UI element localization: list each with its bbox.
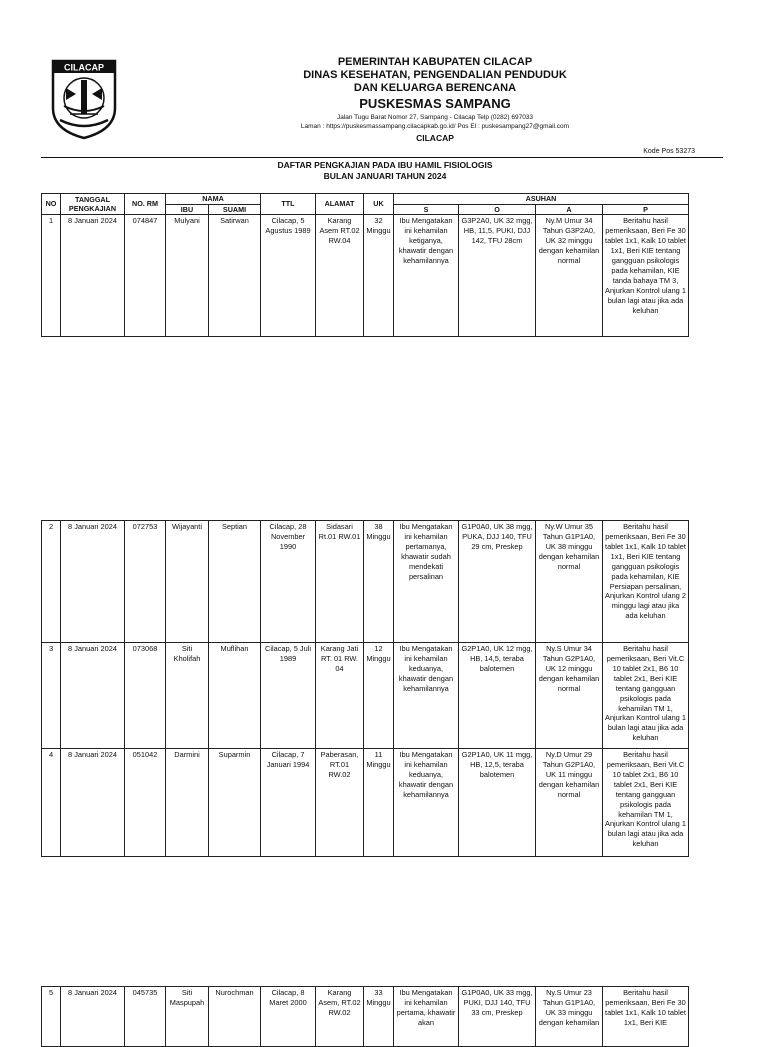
cell-tanggal: 8 Januari 2024: [61, 749, 125, 857]
cell-ttl: Cilacap, 5 Agustus 1989: [261, 215, 316, 337]
cell-tanggal: 8 Januari 2024: [61, 521, 125, 643]
document-title: DAFTAR PENGKAJIAN PADA IBU HAMIL FISIOLOGIS: [277, 160, 493, 170]
cell-alamat: Paberasan, RT.01 RW.02: [316, 749, 364, 857]
table-page-2: [41, 520, 689, 857]
cell-s: Ibu Mengatakan ini kehamilan keduanya, khawatir dengan kehamilannya: [394, 643, 459, 749]
cell-suami: Nurochman: [209, 987, 261, 1047]
cell-s: Ibu Mengatakan ini kehamilan keduanya, khawatir dengan kehamilannya: [394, 749, 459, 857]
col-nama: NAMA: [166, 194, 261, 205]
cell-no: 4: [42, 749, 61, 857]
col-a: A: [536, 204, 603, 215]
col-asuhan: ASUHAN: [394, 194, 689, 205]
cell-uk: 33 Minggu: [364, 987, 394, 1047]
postcode: Kode Pos 53273: [643, 148, 695, 155]
cell-o: G1P0A0, UK 38 mgg, PUKA, DJJ 140, TFU 29 cm, Preskep: [459, 521, 536, 643]
cell-rm: 072753: [125, 521, 166, 643]
header-address: Jalan Tugu Barat Nomor 27, Sampang - Cilacap Telp (0282) 697033: [336, 114, 534, 122]
cell-ibu: Siti Maspupah: [166, 987, 209, 1047]
cilacap-crest-logo: [50, 58, 118, 140]
cell-ibu: Darmini: [166, 749, 209, 857]
cell-suami: Muflihan: [209, 643, 261, 749]
cell-o: G2P1A0, UK 11 mgg, HB, 12,5, teraba balotemen: [459, 749, 536, 857]
logo-text: CILACAP: [64, 62, 104, 73]
cell-ttl: Cilacap, 7 Januari 1994: [261, 749, 316, 857]
col-no: NO: [42, 194, 61, 215]
cell-uk: 11 Minggu: [364, 749, 394, 857]
cell-a: Ny.S Umur 34 Tahun G2P1A0, UK 12 minggu dengan kehamilan normal: [536, 643, 603, 749]
cell-ttl: Cilacap, 28 November 1990: [261, 521, 316, 643]
cell-no: 1: [42, 215, 61, 337]
cell-tanggal: 8 Januari 2024: [61, 643, 125, 749]
col-tanggal: TANGGAL PENGKAJIAN: [61, 194, 125, 215]
cell-ttl: Cilacap, 5 Juli 1989: [261, 643, 316, 749]
cell-no: 5: [42, 987, 61, 1047]
cell-rm: 073068: [125, 643, 166, 749]
cell-rm: 045735: [125, 987, 166, 1047]
header-puskesmas: PUSKESMAS SAMPANG: [359, 95, 511, 111]
cell-uk: 32 Minggu: [364, 215, 394, 337]
cell-a: Ny.M Umur 34 Tahun G3P2A0, UK 32 minggu dengan kehamilan normal: [536, 215, 603, 337]
cell-p: Beritahu hasil pemeriksaan, Beri Vit.C 10 tablet 2x1, B6 10 tablet 2x1, Beri KIE tentang gangguan psikologis pada kehamilan TM 1, Anjurkan Kontrol ulang 1 bulan lagi atau jika ada keluhan: [603, 749, 689, 857]
cell-tanggal: 8 Januari 2024: [61, 215, 125, 337]
cell-rm: 074847: [125, 215, 166, 337]
cell-ibu: Wijayanti: [166, 521, 209, 643]
cell-p: Beritahu hasil pemeriksaan, Beri Fe 30 tablet 1x1, Kalk 10 tablet 1x1, Beri KIE: [603, 987, 689, 1047]
cell-alamat: Karang Asem, RT.02 RW.02: [316, 987, 364, 1047]
cell-a: Ny.D Umur 29 Tahun G2P1A0, UK 11 minggu dengan kehamilan normal: [536, 749, 603, 857]
col-rm: NO. RM: [125, 194, 166, 215]
col-s: S: [394, 204, 459, 215]
header-divider: [41, 157, 723, 158]
cell-ibu: Mulyani: [166, 215, 209, 337]
cell-alamat: Karang Jati RT. 01 RW. 04: [316, 643, 364, 749]
document-subtitle: BULAN JANUARI TAHUN 2024: [323, 170, 447, 181]
cell-a: Ny.S Umur 23 Tahun G1P1A0, UK 33 minggu dengan kehamilan: [536, 987, 603, 1047]
cell-o: G1P0A0, UK 33 mgg, PUKI, DJJ 140, TFU 33 cm, Preskep: [459, 987, 536, 1047]
table-row: [42, 521, 689, 643]
cell-uk: 12 Minggu: [364, 643, 394, 749]
cell-suami: Septian: [209, 521, 261, 643]
header-government: PEMERINTAH KABUPATEN CILACAP: [337, 56, 533, 68]
cell-o: G2P1A0, UK 12 mgg, HB, 14,5, teraba balotemen: [459, 643, 536, 749]
col-suami: SUAMI: [209, 204, 261, 215]
col-ibu: IBU: [166, 204, 209, 215]
cell-p: Beritahu hasil pemeriksaan, Beri Fe 30 tablet 1x1, Kalk 10 tablet 1x1, Beri KIE tentang gangguan psikologis pada kehamilan, KIE tanda bahaya TM 3, Anjurkan Kontrol ulang 1 bulan lagi atau jika ada keluhan: [603, 215, 689, 337]
col-alamat: ALAMAT: [316, 194, 364, 215]
cell-a: Ny.W Umur 35 Tahun G1P1A0, UK 38 minggu dengan kehamilan normal: [536, 521, 603, 643]
col-o: O: [459, 204, 536, 215]
cell-alamat: Karang Asem RT.02 RW.04: [316, 215, 364, 337]
cell-ttl: Cilacap, 8 Maret 2000: [261, 987, 316, 1047]
cell-ibu: Siti Kholifah: [166, 643, 209, 749]
cell-s: Ibu Mengatakan ini kehamilan pertamanya, khawatir sudah mendekati persalinan: [394, 521, 459, 643]
table-row: [42, 215, 689, 337]
cell-no: 2: [42, 521, 61, 643]
cell-o: G3P2A0, UK 32 mgg, HB, 11,5, PUKI, DJJ 142, TFU 28cm: [459, 215, 536, 337]
col-ttl: TTL: [261, 194, 316, 215]
header-department: DINAS KESEHATAN, PENGENDALIAN PENDUDUK: [303, 69, 567, 82]
cell-p: Beritahu hasil pemeriksaan, Beri Fe 30 tablet 1x1, Kalk 10 tablet 1x1, Beri KIE tentang gangguan psikologis pada kehamilan, KIE Persiapan persalinan, Anjurkan Kontrol ulang 2 minggu lagi atau jika ada keluhan: [603, 521, 689, 643]
cell-uk: 38 Minggu: [364, 521, 394, 643]
header-city: CILACAP: [416, 132, 454, 143]
table-row: [42, 987, 689, 1047]
table-row: [42, 749, 689, 857]
col-uk: UK: [364, 194, 394, 215]
cell-p: Beritahu hasil pemeriksaan, Beri Vit.C 10 tablet 2x1, B6 10 tablet 2x1, Beri KIE tentang gangguan psikologis pada kehamilan TM 1, Anjurkan Kontrol ulang 1 bulan lagi atau jika ada keluhan: [603, 643, 689, 749]
table-page-3: [41, 986, 689, 1047]
table-page-1: [41, 193, 689, 337]
cell-rm: 051042: [125, 749, 166, 857]
col-p: P: [603, 204, 689, 215]
cell-suami: Satirwan: [209, 215, 261, 337]
cell-s: Ibu Mengatakan ini kehamilan ketiganya, khawatir dengan kehamilannya: [394, 215, 459, 337]
cell-tanggal: 8 Januari 2024: [61, 987, 125, 1047]
cell-suami: Suparmin: [209, 749, 261, 857]
cell-s: Ibu Mengatakan ini kehamilan pertama, khawatir akan: [394, 987, 459, 1047]
cell-no: 3: [42, 643, 61, 749]
header-department-cont: DAN KELUARGA BERENCANA: [353, 82, 517, 95]
header-web: Laman : https://puskesmassampang.cilacapkab.go.id/ Pos El : puskesampang27@gmail.com: [300, 122, 570, 130]
table-row: [42, 643, 689, 749]
cell-alamat: Sidasari Rt.01 RW.01: [316, 521, 364, 643]
